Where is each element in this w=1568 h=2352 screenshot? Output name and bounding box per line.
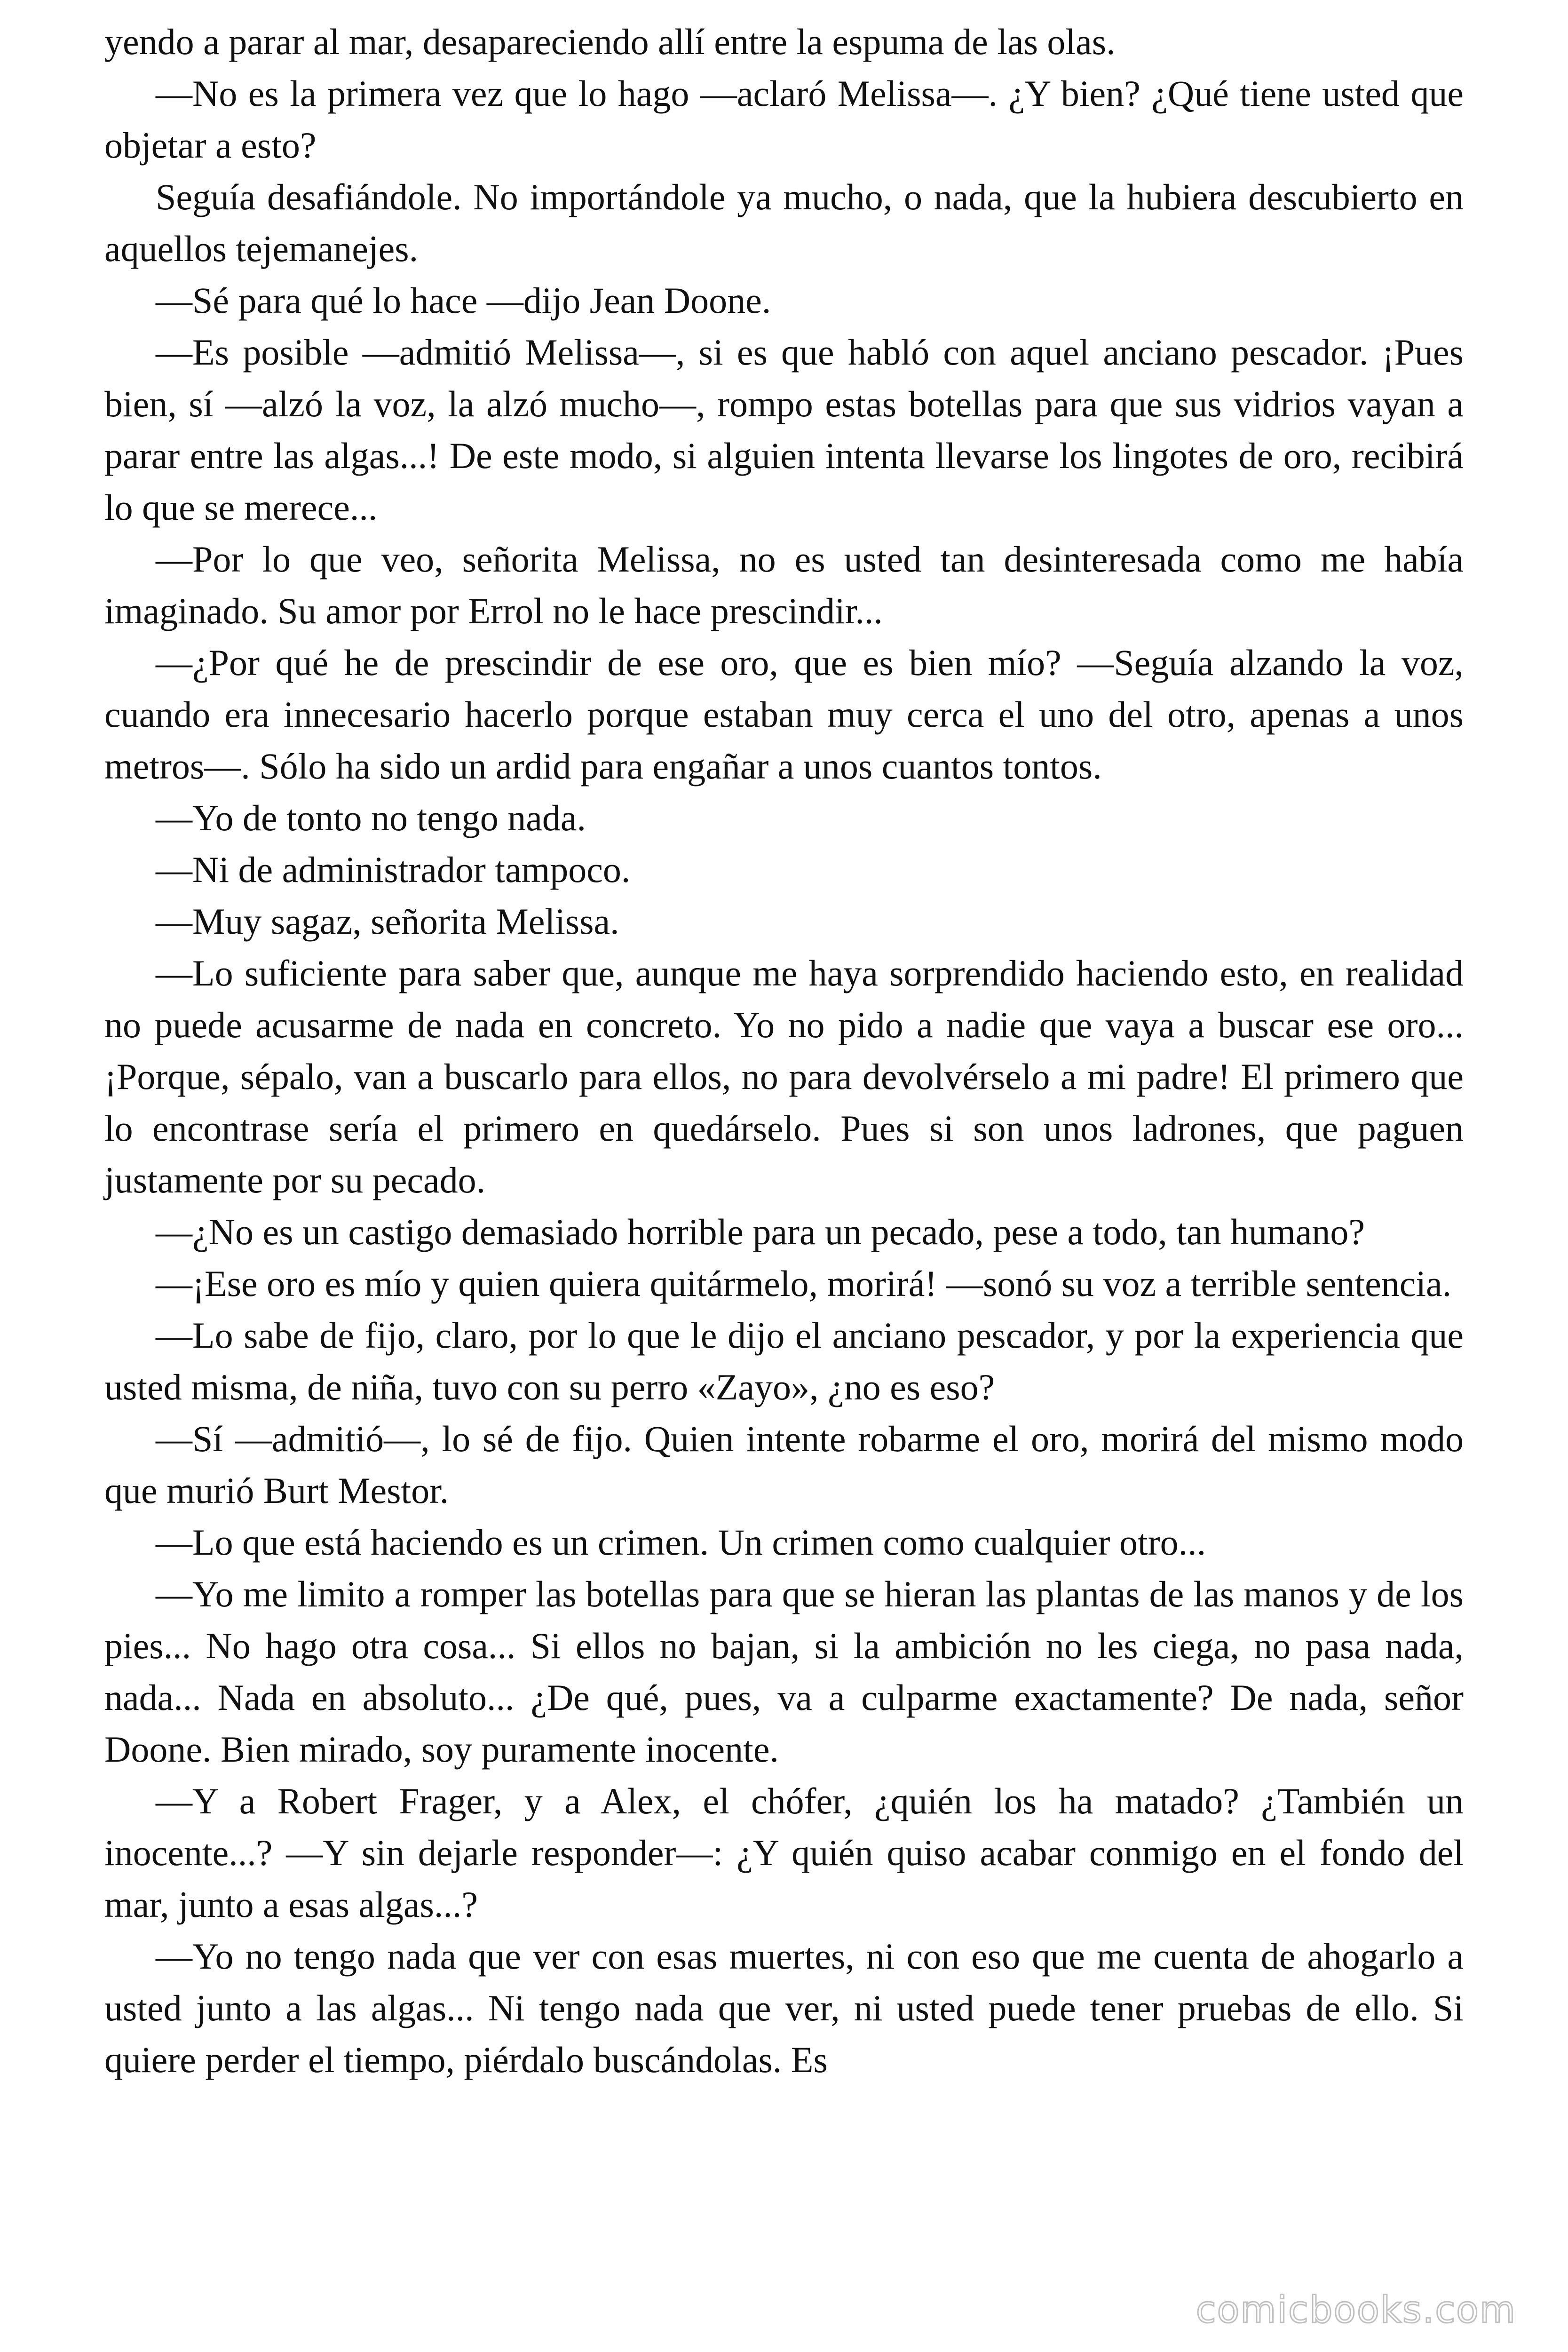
paragraph-14: —Lo sabe de fijo, claro, por lo que le dijo el anciano pescador, y por la experiencia que usted misma, de niña, tuvo con su perro «Zayo», ¿no es eso? [104, 1315, 1464, 1407]
paragraph-13: —¡Ese oro es mío y quien quiera quitármelo, morirá! —sonó su voz a terrible sentencia. [156, 1263, 1452, 1304]
paragraph-7: —¿Por qué he de prescindir de ese oro, que es bien mío? —Seguía alzando la voz, cuando era innecesario hacerlo porque estaban muy cerca el uno del otro, apenas a unos metros—. Sólo ha sido un ardid para engañar a unos cuantos tontos. [104, 642, 1464, 787]
paragraph-16: —Lo que está haciendo es un crimen. Un crimen como cualquier otro... [156, 1522, 1206, 1563]
paragraph-1: yendo a parar al mar, desapareciendo allí entre la espuma de las olas. [104, 21, 1116, 62]
paragraph-6: —Por lo que veo, señorita Melissa, no es usted tan desinteresada como me había imaginado. Su amor por Errol no le hace prescindir... [104, 539, 1464, 631]
paragraph-17: —Yo me limito a romper las botellas para que se hieran las plantas de las manos y de los pies... No hago otra cosa... Si ellos no bajan, si la ambición no les ciega, no pasa nada, nada... Nada en absoluto... ¿De qué, pues, va a culparme exactamente? De nada, señor Doone. Bien mirado, soy puramente inocente. [104, 1573, 1464, 1770]
paragraph-8: —Yo de tonto no tengo nada. [156, 797, 586, 838]
paragraph-5: —Es posible —admitió Melissa—, si es que habló con aquel anciano pescador. ¡Pues bien, sí —alzó la voz, la alzó mucho—, rompo estas botellas para que sus vidrios vayan a parar entre las algas...! De este modo, si alguien intenta llevarse los lingotes de oro, recibirá lo que se merece... [104, 332, 1464, 528]
watermark: comicbooks.com [1196, 2289, 1516, 2331]
paragraph-9: —Ni de administrador tampoco. [156, 849, 631, 890]
paragraph-3: Seguía desafiándole. No importándole ya mucho, o nada, que la hubiera descubierto en aquellos tejemanejes. [104, 176, 1464, 269]
paragraph-19: —Yo no tengo nada que ver con esas muertes, ni con eso que me cuenta de ahogarlo a usted junto a las algas... Ni tengo nada que ver, ni usted puede tener pruebas de ello. Si quiere perder el tiempo, piérdalo buscándolas. Es [104, 1936, 1464, 2080]
paragraph-2: —No es la primera vez que lo hago —aclaró Melissa—. ¿Y bien? ¿Qué tiene usted que objetar a esto? [104, 73, 1464, 166]
paragraph-12: —¿No es un castigo demasiado horrible para un pecado, pese a todo, tan humano? [156, 1211, 1365, 1252]
paragraph-10: —Muy sagaz, señorita Melissa. [156, 901, 619, 942]
book-page-text [104, 16, 1464, 2086]
paragraph-15: —Sí —admitió—, lo sé de fijo. Quien intente robarme el oro, morirá del mismo modo que murió Burt Mestor. [104, 1418, 1464, 1511]
paragraph-18: —Y a Robert Frager, y a Alex, el chófer, ¿quién los ha matado? ¿También un inocente...? —Y sin dejarle responder—: ¿Y quién quiso acabar conmigo en el fondo del mar, junto a esas algas...? [104, 1780, 1464, 1925]
paragraph-4: —Sé para qué lo hace —dijo Jean Doone. [156, 280, 771, 321]
paragraph-11: —Lo suficiente para saber que, aunque me haya sorprendido haciendo esto, en realidad no puede acusarme de nada en concreto. Yo no pido a nadie que vaya a buscar ese oro... ¡Porque, sépalo, van a buscarlo para ellos, no para devolvérselo a mi padre! El primero que lo encontrase sería el primero en quedárselo. Pues si son unos ladrones, que paguen justamente por su pecado. [104, 953, 1464, 1200]
